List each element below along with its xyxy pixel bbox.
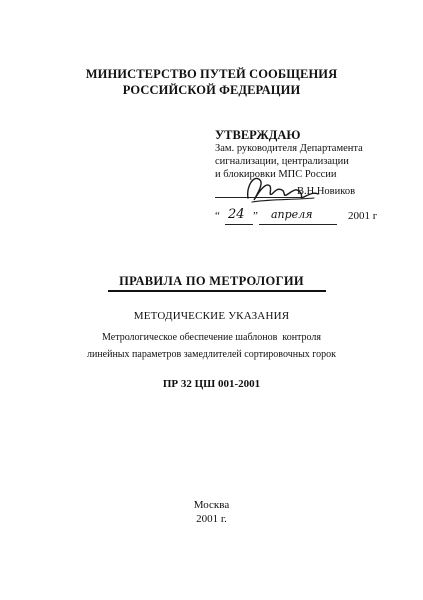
date-day-line bbox=[225, 224, 253, 225]
date-year: 2001 г bbox=[348, 210, 378, 222]
approval-date bbox=[215, 207, 415, 226]
approval-position-line-2: сигнализации, централизации bbox=[215, 156, 349, 167]
footer-year: 2001 г. bbox=[196, 513, 227, 525]
subject-line-2: линейных параметров замедлителей сортировочных горок bbox=[86, 349, 337, 360]
date-quote-open: “ bbox=[215, 210, 220, 222]
approval-position-line-1: Зам. руководителя Департамента bbox=[215, 143, 363, 154]
footer bbox=[0, 498, 423, 526]
ministry-line-2: РОССИЙСКОЙ ФЕДЕРАЦИИ bbox=[122, 83, 301, 97]
ministry-line-1: МИНИСТЕРСТВО ПУТЕЙ СООБЩЕНИЯ bbox=[85, 67, 338, 81]
subject-line-1: Метрологическое обеспечение шаблонов контроля bbox=[102, 332, 321, 343]
footer-city: Москва bbox=[193, 499, 230, 511]
date-day: 24 bbox=[228, 207, 245, 222]
document-code: ПР 32 ЦШ 001-2001 bbox=[162, 378, 261, 390]
date-quote-close: ” bbox=[253, 210, 258, 222]
approval-position-line-3: и блокировки МПС России bbox=[215, 169, 337, 180]
approval-title: УТВЕРЖДАЮ bbox=[215, 128, 301, 142]
date-month: апреля bbox=[271, 208, 313, 221]
signer-name: В.Н.Новиков bbox=[297, 186, 356, 197]
ministry-header bbox=[0, 66, 423, 98]
date-month-line bbox=[259, 224, 337, 225]
title-underline bbox=[108, 290, 326, 292]
method-title: МЕТОДИЧЕСКИЕ УКАЗАНИЯ bbox=[133, 310, 290, 322]
rules-title: ПРАВИЛА ПО МЕТРОЛОГИИ bbox=[119, 274, 304, 288]
document-subject bbox=[0, 329, 423, 363]
